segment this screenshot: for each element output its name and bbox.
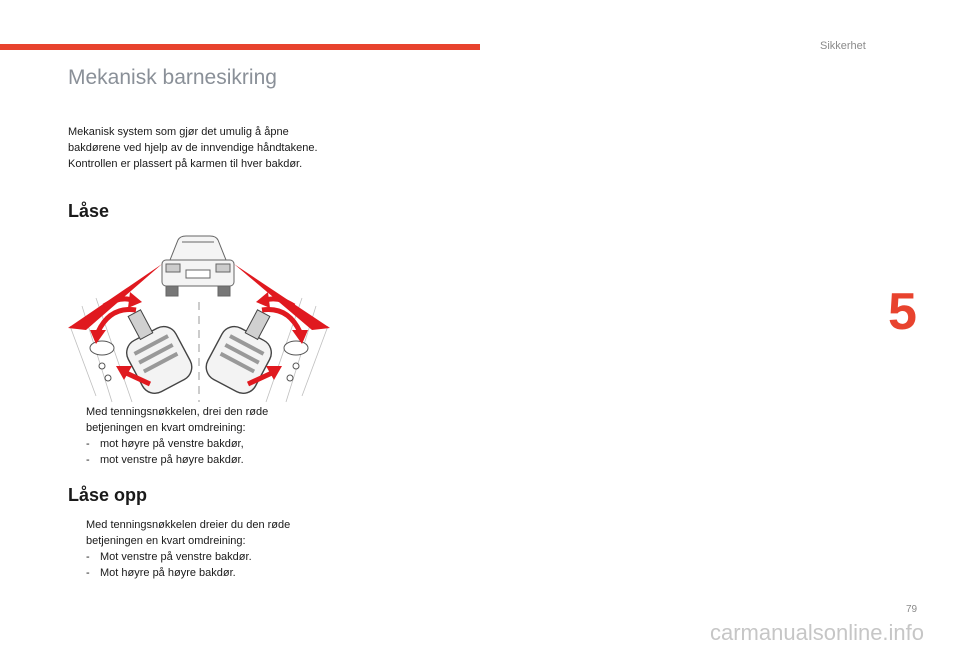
lock-heading: Låse <box>68 201 110 221</box>
list-item <box>68 436 328 452</box>
car-rear-icon <box>162 236 234 296</box>
page-title: Mekanisk barnesikring <box>68 66 277 89</box>
unlock-instruction-text: Med tenningsnøkkelen dreier du den røde betjeningen en kvart omdreining: <box>86 519 291 547</box>
intro-paragraph: Mekanisk system som gjør det umulig å åpne bakdørene ved hjelp av de innvendige håndtakene. <box>68 126 318 154</box>
list-item <box>68 452 328 468</box>
lock-control-left <box>90 341 114 381</box>
list-item-text: mot venstre på høyre bakdør. <box>100 454 244 466</box>
list-dash: - <box>86 567 90 579</box>
left-door-indicator <box>68 264 162 330</box>
list-item <box>68 565 328 581</box>
unlock-instructions <box>68 517 328 581</box>
list-dash: - <box>86 438 90 450</box>
lock-control-right <box>284 341 308 381</box>
watermark: carmanualsonline.info <box>710 620 925 645</box>
lock-instructions <box>68 404 328 468</box>
child-lock-illustration <box>66 226 332 404</box>
lock-instruction <box>68 404 328 436</box>
list-item-text: Mot høyre på høyre bakdør. <box>100 567 236 579</box>
list-dash: - <box>86 454 90 466</box>
key-right-icon <box>201 300 287 398</box>
list-item <box>68 549 328 565</box>
list-item-text: Mot venstre på venstre bakdør. <box>100 551 252 563</box>
key-left-icon <box>111 300 197 398</box>
right-door-indicator <box>234 264 330 330</box>
list-dash: - <box>86 551 90 563</box>
list-item-text: mot høyre på venstre bakdør, <box>100 438 244 450</box>
intro-paragraph: Kontrollen er plassert på karmen til hver bakdør. <box>68 158 303 170</box>
intro-text <box>68 124 318 172</box>
section-label: Sikkerhet <box>820 40 866 52</box>
lock-instruction-text: Med tenningsnøkkelen, drei den røde betjeningen en kvart omdreining: <box>86 406 269 434</box>
unlock-heading: Låse opp <box>68 485 148 505</box>
page-number: 79 <box>906 604 918 615</box>
header-accent-bar <box>0 44 480 50</box>
unlock-instruction <box>68 517 328 549</box>
chapter-number: 5 <box>888 283 917 341</box>
